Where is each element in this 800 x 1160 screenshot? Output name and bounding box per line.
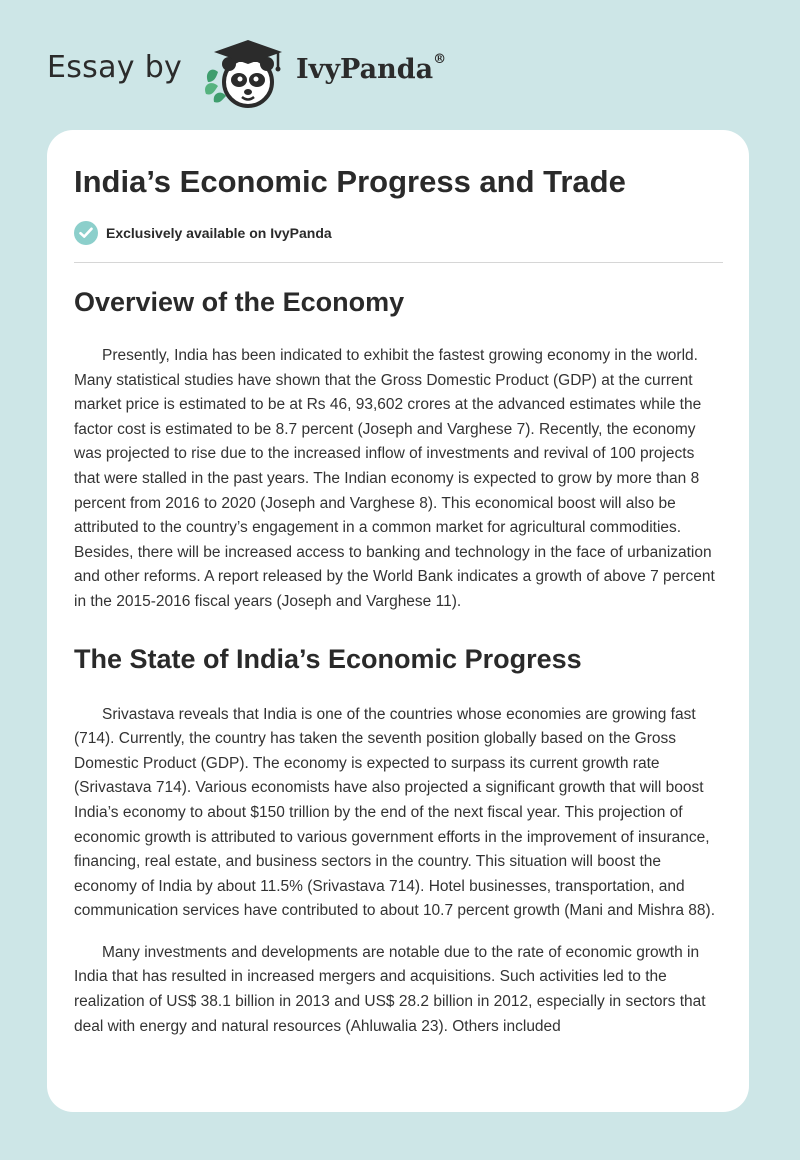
section-heading: Overview of the Economy [74,287,405,317]
exclusive-badge-text: Exclusively available on IvyPanda [106,225,332,241]
essay-content [74,282,723,1039]
panda-logo-icon[interactable] [202,38,292,110]
brand-name-text: IvyPanda [296,54,434,85]
essay-by-label: Essay by [47,50,183,85]
brand-name[interactable] [296,54,446,85]
check-circle-icon [74,221,98,245]
section-heading: The State of India’s Economic Progress [74,643,582,674]
essay-card [47,130,749,1112]
paragraph: Presently, India has been indicated to exhibit the fastest growing economy in the world. Many statistical studies have shown that the Gross Domestic Product (GDP) at the current market price is estimated to be at Rs 46, 93,602 crores at the advanced estimates while the factor cost is estimated to be 8.7 percent (Joseph and Varghese 7). Recently, the economy was projected to rise due to the increased inflow of investments and revival of 100 projects that were stalled in the past years. The Indian economy is expected to grow by more than 8 percent from 2016 to 2020 (Joseph and Varghese 8). This economical boost will also be attributed to the country’s engagement in a common market for agricultural commodities. Besides, there will be increased access to banking and technology in the face of urbanization and other reforms. A report released by the World Bank indicates a growth of above 7 percent in the 2015-2016 fiscal years (Joseph and Varghese 11). [74,347,715,610]
registered-mark: ® [433,52,447,67]
paragraph: Many investments and developments are notable due to the rate of economic growth in India that has resulted in increased mergers and acquisitions. Such activities led to the realization of US$ 38.1 billion in 2013 and US$ 28.2 billion in 2012, especially in sectors that deal with energy and natural resources (Ahluwalia 23). Others included [74,943,706,1035]
paragraph: Srivastava reveals that India is one of the countries whose economies are growing fast (714). Currently, the country has taken the seventh position globally based on the Gross Domestic Product (GDP). The economy is expected to surpass its current growth rate (Srivastava 714). Various economists have also projected a significant growth that will boost India’s economy to about $150 trillion by the end of the next fiscal year. This projection of economic growth is attributed to various government efforts in the improvement of insurance, financing, real estate, and business sectors in the country. This situation will boost the economy of India by about 11.5% (Srivastava 714). Hotel businesses, transportation, and communication services have contributed to about 10.7 percent growth (Mani and Mishra 88). [74,705,716,920]
essay-title: India’s Economic Progress and Trade [74,164,626,199]
exclusive-badge [74,220,332,246]
divider [74,262,723,263]
site-header [47,38,507,110]
